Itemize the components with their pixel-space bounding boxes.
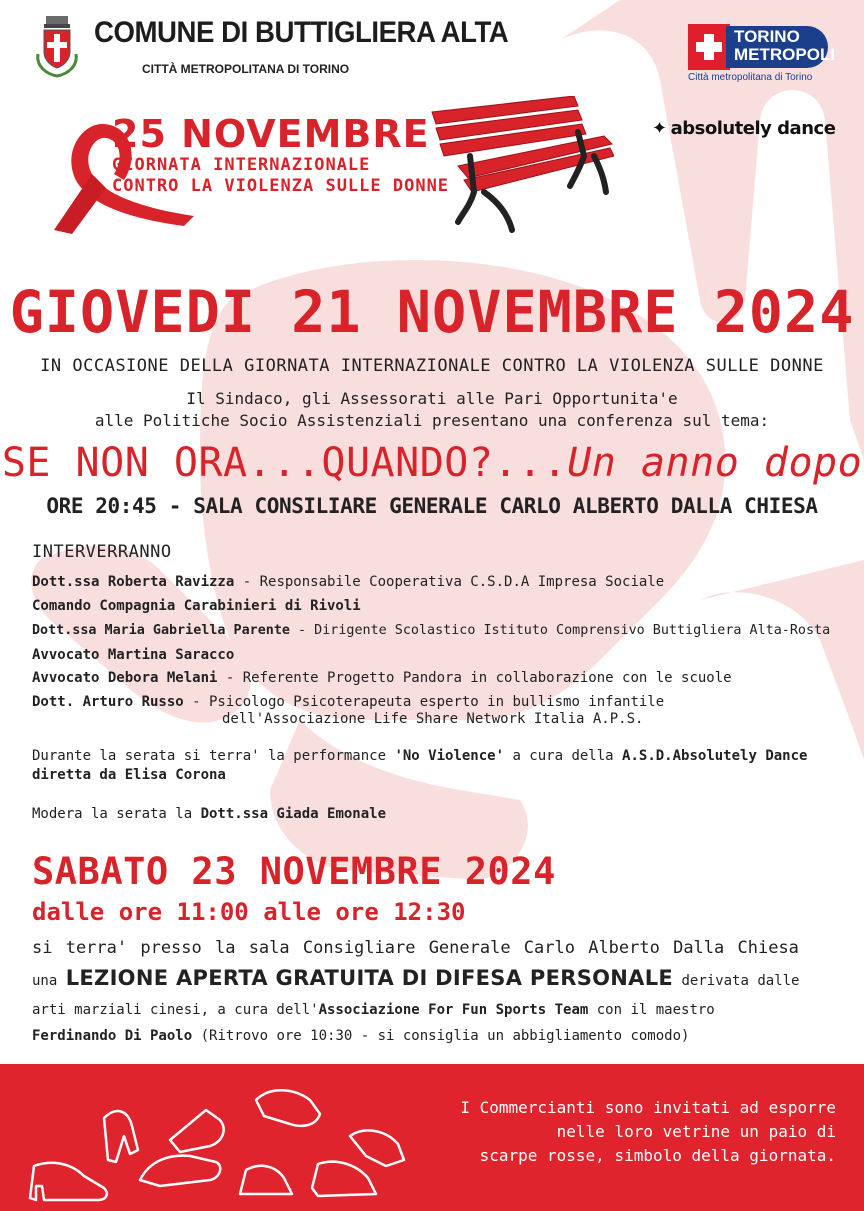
- red-bench-image: [428, 96, 614, 236]
- event2-lesson-title: LEZIONE APERTA GRATUITA DI DIFESA PERSONALE: [65, 966, 674, 990]
- event2-time: dalle ore 11:00 alle ore 12:30: [32, 898, 466, 926]
- banner-line-2: CONTRO LA VIOLENZA SULLE DONNE: [112, 176, 450, 196]
- speaker-role-continuation: dell'Associazione Life Share Network Italia A.P.S.: [222, 711, 644, 727]
- speaker-row: [32, 646, 234, 664]
- footer-line-1: I Commercianti sono invitati ad esporre: [460, 1098, 836, 1117]
- event2-line-2-pre: una: [32, 973, 66, 989]
- town-crest-logo: [32, 14, 82, 80]
- speaker-name: Avvocato Debora Melani: [32, 670, 218, 686]
- performance-line-2: [32, 767, 226, 783]
- event1-occasion: IN OCCASIONE DELLA GIORNATA INTERNAZIONALE CONTRO LA VIOLENZA SULLE DONNE: [40, 356, 824, 376]
- banner-line-1: GIORNATA INTERNAZIONALE: [112, 155, 371, 175]
- logo-line-1: TORINO: [734, 27, 800, 46]
- banner-date: 25 NOVEMBRE: [112, 112, 430, 156]
- dancer-icon: ✦: [652, 118, 667, 139]
- event2-line-3-post: con il maestro: [588, 1002, 715, 1018]
- speaker-row: [32, 669, 732, 687]
- speaker-name: Dott.ssa Maria Gabriella Parente: [32, 623, 290, 638]
- speaker-row: [32, 597, 361, 615]
- event1-date: GIOVEDI 21 NOVEMBRE 2024: [9, 278, 855, 346]
- event1-intro-line-1: Il Sindaco, gli Assessorati alle Pari Opportunita'e: [186, 389, 678, 408]
- event1-time-place: ORE 20:45 - SALA CONSILIARE GENERALE CARLO ALBERTO DALLA CHIESA: [46, 494, 818, 518]
- event2-line-2: [32, 966, 799, 990]
- logo-subtitle: Città metropolitana di Torino: [688, 72, 813, 83]
- performance-mid: a cura della: [504, 748, 623, 764]
- absolutely-dance-logo: [652, 118, 835, 139]
- moderator-line: [32, 806, 386, 822]
- event2-line-4-post: (Ritrovo ore 10:30 - si consiglia un abbigliamento comodo): [192, 1028, 690, 1044]
- speakers-heading: INTERVERRANNO: [32, 542, 172, 562]
- speaker-name: Dott.ssa Roberta Ravizza: [32, 574, 235, 590]
- shoes-illustration: [20, 1070, 440, 1208]
- speaker-role: - Dirigente Scolastico Istituto Comprensivo Buttigliera Alta-Rosta: [289, 623, 831, 638]
- speaker-role: - Responsabile Cooperativa C.S.D.A Impresa Sociale: [234, 574, 665, 590]
- speaker-role: - Psicologo Psicoterapeuta esperto in bullismo infantile: [183, 694, 665, 710]
- footer-line-3: scarpe rosse, simbolo della giornata.: [479, 1146, 836, 1165]
- town-title: COMUNE DI BUTTIGLIERA ALTA: [94, 16, 509, 49]
- town-subtitle: CITTÀ METROPOLITANA DI TORINO: [142, 62, 350, 76]
- event2-line-1: si terra' presso la sala Consigliare Generale Carlo Alberto Dalla Chiesa: [32, 938, 799, 958]
- speaker-name: Dott. Arturo Russo: [32, 694, 184, 710]
- moderator-name: Dott.ssa Giada Emonale: [200, 806, 387, 822]
- speaker-row: [32, 693, 664, 711]
- performance-name: 'No Violence': [394, 748, 505, 764]
- speaker-row: [32, 622, 830, 640]
- speaker-row: [32, 573, 664, 591]
- performance-line-1: [32, 748, 807, 764]
- event2-line-2-post: derivata dalle: [673, 973, 800, 989]
- event2-line-3: [32, 1002, 715, 1018]
- speaker-name: Avvocato Martina Saracco: [32, 647, 235, 663]
- event2-line-3-pre: arti marziali cinesi, a cura dell': [32, 1002, 319, 1018]
- footer-line-2: nelle loro vetrine un paio di: [556, 1122, 836, 1141]
- performance-pre: Durante la serata si terra' la performance: [32, 748, 395, 764]
- performance-org: A.S.D.Absolutely Dance: [622, 748, 808, 764]
- moderator-pre: Modera la serata la: [32, 806, 201, 822]
- event2-date: SABATO 23 NOVEMBRE 2024: [32, 850, 556, 893]
- event1-intro-line-2: alle Politiche Socio Assistenziali presentano una conferenza sul tema:: [94, 411, 770, 430]
- cross-flag-icon: [688, 24, 730, 70]
- performance-director: diretta da Elisa Corona: [32, 767, 226, 783]
- conference-title-main: SE NON ORA...QUANDO?...: [1, 440, 568, 486]
- event2-org: Associazione For Fun Sports Team: [318, 1002, 589, 1018]
- event2-instructor: Ferdinando Di Paolo: [32, 1028, 193, 1044]
- sponsor-name: absolutely dance: [670, 118, 836, 139]
- event2-line-4: [32, 1028, 689, 1044]
- speaker-role: - Referente Progetto Pandora in collaborazione con le scuole: [217, 670, 732, 686]
- conference-title-italic: Un anno dopo: [567, 440, 863, 486]
- speaker-name: Comando Compagnia Carabinieri di Rivoli: [32, 598, 361, 614]
- torino-metropoli-logo: [688, 24, 836, 70]
- conference-title: [0, 440, 864, 486]
- logo-line-2: METROPOLI: [734, 45, 836, 64]
